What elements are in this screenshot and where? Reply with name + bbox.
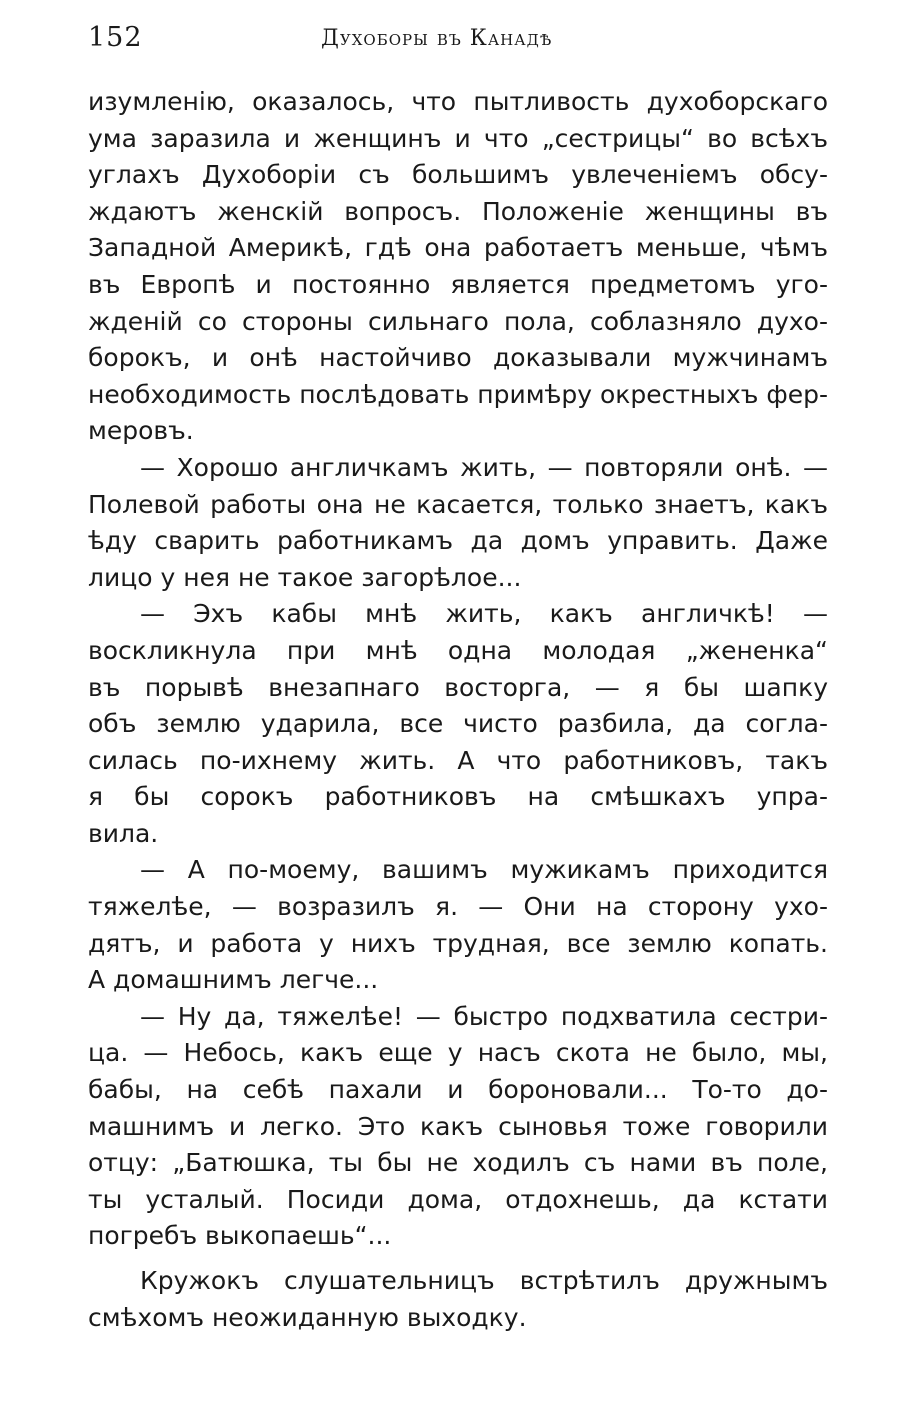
text-line: — Ну да, тяжелѣе! — быстро подхватила сестри-	[140, 1001, 828, 1031]
text-line: бабы, на себѣ пахали и бороновали... То-то до-	[88, 1075, 828, 1105]
text-line: погребъ выкопаешь“...	[88, 1221, 392, 1251]
page-header	[88, 22, 828, 62]
text-line: — Эхъ кабы мнѣ жить, какъ англичкѣ! —	[140, 599, 828, 629]
text-line: объ землю ударила, все чисто разбила, да согла-	[88, 709, 828, 739]
text-line: изумленію, оказалось, что пытливость духоборскаго	[88, 87, 828, 116]
text-line: воскликнула при мнѣ одна молодая „женeнка“	[88, 635, 828, 665]
text-line: необходимость послѣдовать примѣру окрестныхъ фер-	[88, 379, 829, 409]
text-line: тяжелѣе, — возразилъ я. — Они на сторону ухо-	[88, 892, 828, 922]
text-line: дятъ, и работа у нихъ трудная, все землю копать.	[88, 928, 828, 958]
text-line: меровъ.	[88, 416, 194, 446]
text-line: Западной Америкѣ, гдѣ она работаетъ меньше, чѣмъ	[88, 233, 828, 263]
text-line: — А по-моему, вашимъ мужикамъ приходится	[140, 855, 828, 885]
text-line: въ Европѣ и постоянно является предметомъ уго-	[88, 269, 828, 299]
page-number: 152	[88, 22, 143, 53]
text-line: Кружокъ слушательницъ встрѣтилъ дружнымъ	[140, 1266, 828, 1295]
text-line: жденій со стороны сильнаго пола, соблазняло духо-	[88, 306, 828, 336]
text-line: А домашнимъ легче...	[88, 965, 379, 995]
text-line: ца. — Небось, какъ еще у насъ скота не было, мы,	[88, 1038, 828, 1068]
text-line: машнимъ и легко. Это какъ сыновья тоже говорили	[88, 1111, 828, 1141]
running-head: Духоборы въ Канадѣ	[321, 26, 553, 51]
text-line: ѣду сварить работникамъ да домъ управить. Даже	[88, 526, 828, 556]
text-line: въ порывѣ внезапнаго восторга, — я бы шапку	[88, 672, 828, 702]
text-line: ждаютъ женскій вопросъ. Положеніе женщины въ	[88, 196, 828, 226]
text-line: я бы сорокъ работниковъ на смѣшкахъ упра-	[88, 782, 828, 812]
text-line: отцу: „Батюшка, ты бы не ходилъ съ нами въ поле,	[88, 1148, 828, 1178]
text-line: ума заразила и женщинъ и что „сестрицы“ во всѣхъ	[88, 123, 828, 153]
text-line: вила.	[88, 818, 159, 848]
text-line: смѣхомъ неожиданную выходку.	[88, 1302, 527, 1332]
body-text	[88, 84, 828, 1336]
text-line: лицо у нея не такое загорѣлое...	[88, 562, 522, 592]
text-line: Полевой работы она не касается, только знаетъ, какъ	[88, 489, 828, 519]
paragraph-gap	[88, 1255, 828, 1263]
text-line: — Хорошо англичкамъ жить, — повторяли онѣ. —	[140, 452, 828, 482]
text-line: углахъ Духоборіи съ большимъ увлеченіемъ обсу-	[88, 160, 828, 190]
text-line: ты усталый. Посиди дома, отдохнешь, да кстати	[88, 1184, 828, 1214]
text-line: силась по-ихнему жить. А что работниковъ, такъ	[88, 745, 828, 775]
text-line: борокъ, и онѣ настойчиво доказывали мужчинамъ	[88, 343, 828, 373]
